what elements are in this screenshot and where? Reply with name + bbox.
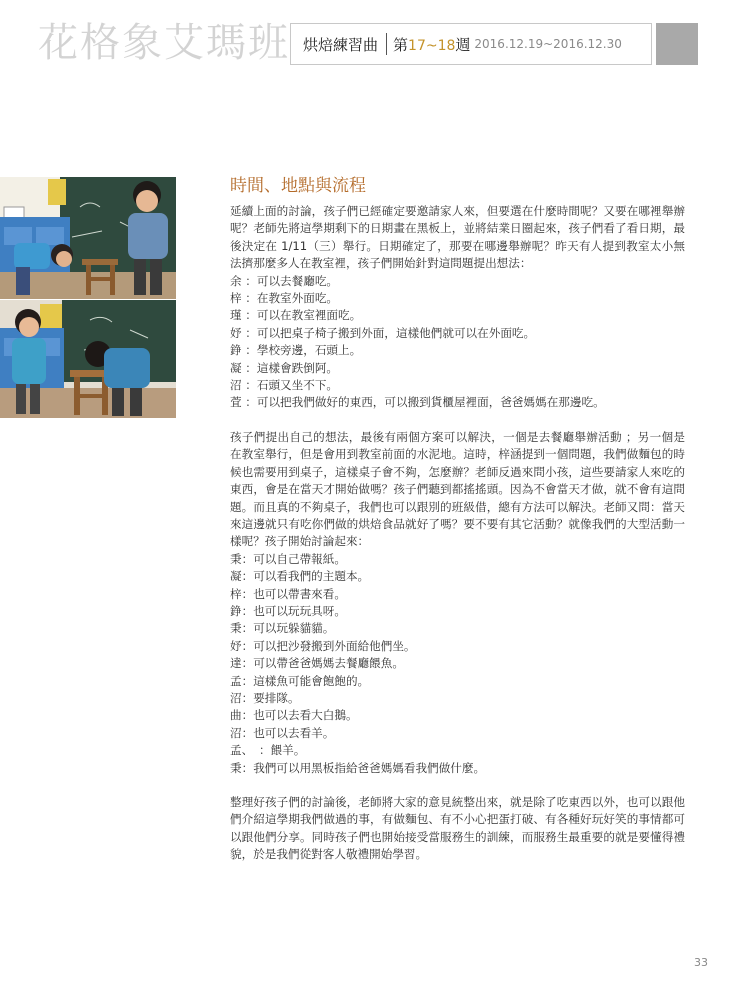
paragraph-gap bbox=[230, 412, 685, 429]
dialogue-line: 余 ：可以去餐廳吃。 bbox=[230, 273, 339, 288]
week-range: 17~18 bbox=[408, 37, 456, 54]
dialogue-line: 妤：可以把沙發搬到外面給他們坐。 bbox=[230, 638, 416, 653]
dialogue-line: 達：可以帶爸爸媽媽去餐廳餵魚。 bbox=[230, 656, 404, 671]
date-range: 2016.12.19~2016.12.30 bbox=[474, 37, 622, 51]
discussion-paragraph: 孩子們提出自己的想法，最後有兩個方案可以解決，一個是去餐廳舉辦活動 ；另一個是在教室舉行，但是會用到教室前面的水泥地。這時，梓涵提到一個問題，我們做麵包的時候也需要用到桌子，這樣桌子會不夠，怎麼辦？老師反過來問小孩，這些要請家人來吃的東西，會是在當天才開始做嗎？孩子們聽到都搖搖頭。因為不會當天才做，就不會有這問題。而且真的不夠桌子，我們也可以跟別的班級借，總有方法可以解決。老師又問：當天來這邊就只有吃你們做的烘焙食品就好了嗎？要不要有其它活動？就像我們的大型活動一樣呢？孩子開始討論起來： bbox=[230, 429, 685, 549]
classroom-photo-2 bbox=[0, 300, 176, 418]
dialogue-line: 沼：也可以去看羊。 bbox=[230, 725, 335, 740]
article-body bbox=[230, 203, 685, 864]
dialogue-line: 瑾 ：可以在教室裡面吃。 bbox=[230, 308, 362, 323]
header-divider bbox=[386, 33, 387, 55]
dialogue-line: 孟、 ：餵羊。 bbox=[230, 743, 306, 758]
dialogue-line: 孟：這樣魚可能會飽飽的。 bbox=[230, 673, 370, 688]
section-heading: 時間、地點與流程 bbox=[230, 176, 366, 196]
week-suffix: 週 bbox=[455, 35, 471, 54]
page-number: 33 bbox=[694, 956, 708, 969]
dialogue-line: 沼：要排隊。 bbox=[230, 690, 300, 705]
dialogue-line: 錚：也可以玩玩具呀。 bbox=[230, 603, 346, 618]
dialogue-line: 曲：也可以去看大白鵝。 bbox=[230, 708, 358, 723]
dialogue-line: 梓：也可以帶書來看。 bbox=[230, 586, 346, 601]
dialogue-line: 妤 ：可以把桌子椅子搬到外面，這樣他們就可以在外面吃。 bbox=[230, 325, 536, 340]
dialogue-line: 秉：可以玩躲貓貓。 bbox=[230, 621, 335, 636]
issue-header bbox=[290, 23, 652, 65]
dialogue-line: 凝：可以看我們的主題本。 bbox=[230, 569, 370, 584]
paragraph-gap bbox=[230, 777, 685, 794]
header-gray-block bbox=[656, 23, 698, 65]
conclusion-paragraph: 整理好孩子們的討論後，老師將大家的意見統整出來，就是除了吃東西以外，也可以跟他們介紹這學期我們做過的事，有做麵包、有不小心把蛋打破、有各種好玩好笑的事情都可以跟他們分享。同時孩子們也開始接受當服務生的訓練，而服務生最重要的就是要懂得禮貌，於是我們從對客人敬禮開始學習。 bbox=[230, 795, 685, 862]
dialogue-line: 梓 ：在教室外面吃。 bbox=[230, 291, 339, 306]
dialogue-line: 秉：可以自己帶報紙。 bbox=[230, 551, 346, 566]
week-prefix: 第 bbox=[393, 35, 409, 54]
dialogue-line: 錚 ：學校旁邊，石頭上。 bbox=[230, 343, 362, 358]
dialogue-line: 凝 ：這樣會跌倒阿。 bbox=[230, 360, 339, 375]
dialogue-line: 萓 ：可以把我們做好的東西，可以搬到貨櫃屋裡面，爸爸媽媽在那邊吃。 bbox=[230, 395, 605, 410]
dialogue-line: 秉：我們可以用黑板指給爸爸媽媽看我們做什麼。 bbox=[230, 760, 486, 775]
theme-title: 烘焙練習曲 bbox=[303, 35, 379, 54]
dialogue-line: 沼 ：石頭又坐不下。 bbox=[230, 378, 339, 393]
classroom-photo-1 bbox=[0, 177, 176, 299]
intro-paragraph: 延續上面的討論，孩子們已經確定要邀請家人來，但要選在什麼時間呢？又要在哪裡舉辦呢？老師先將這學期剩下的日期畫在黑板上，並將結業日圈起來，孩子們看了看日期，最後決定在 1/11（三）舉行。日期確定了，那要在哪邊舉辦呢？昨天有人提到教室太小無法擠那麼多人在教室裡，孩子們開始針對這問題提出想法： bbox=[230, 204, 685, 271]
week-label bbox=[393, 34, 470, 55]
class-title: 花格象艾瑪班 bbox=[38, 20, 290, 66]
